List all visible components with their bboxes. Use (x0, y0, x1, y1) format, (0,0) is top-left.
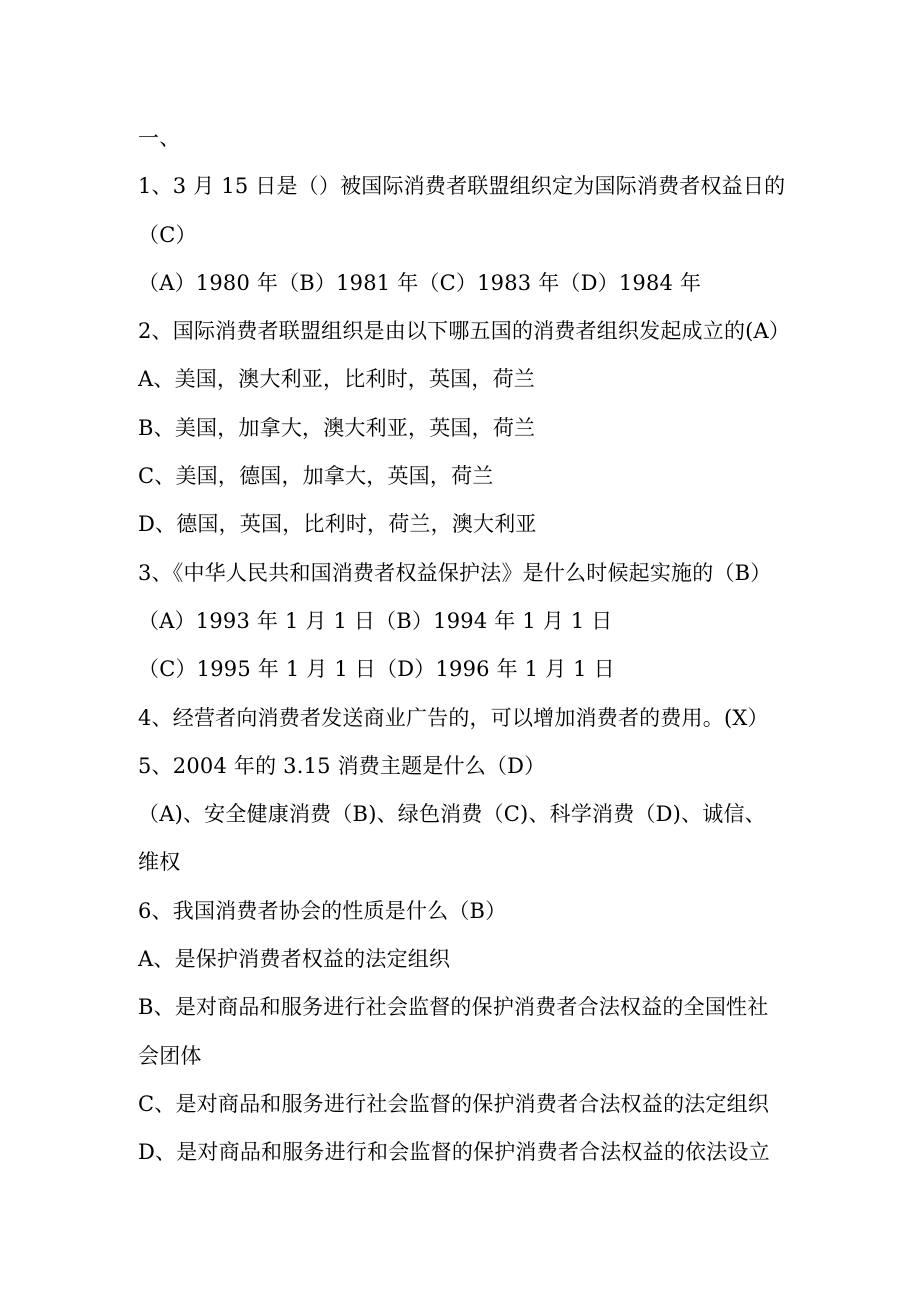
question-1-options: （A）1980 年（B）1981 年（C）1983 年（D）1984 年 (138, 270, 702, 295)
question-6-option-c: C、是对商品和服务进行社会监督的保护消费者合法权益的法定组织 (138, 1091, 770, 1116)
question-2-option-c: C、美国，德国，加拿大，英国，荷兰 (138, 464, 494, 489)
question-6-option-b-continued: 会团体 (138, 1043, 202, 1068)
question-1-answer: （C） (138, 222, 197, 247)
question-5-options-continued: 维权 (138, 850, 181, 875)
question-5-options: （A)、安全健康消费（B)、绿色消费（C)、科学消费（D)、诚信、 (138, 802, 766, 827)
document-body (138, 114, 791, 1177)
question-3-text: 3、《中华人民共和国消费者权益保护法》是什么时候起实施的（B） (138, 560, 772, 585)
question-3-options-ab: （A）1993 年 1 月 1 日（B）1994 年 1 月 1 日 (138, 608, 613, 633)
question-4-text: 4、经营者向消费者发送商业广告的，可以增加消费者的费用。(X） (138, 705, 769, 730)
question-2-option-a: A、美国，澳大利亚，比利时，英国，荷兰 (138, 367, 535, 392)
question-2-option-b: B、美国，加拿大，澳大利亚，英国，荷兰 (138, 415, 536, 440)
question-2-option-d: D、德国，英国，比利时，荷兰，澳大利亚 (138, 512, 537, 537)
section-heading: 一、 (138, 126, 181, 150)
question-2-text: 2、国际消费者联盟组织是由以下哪五国的消费者组织发起成立的(A） (138, 319, 791, 344)
question-6-option-d: D、是对商品和服务进行和会监督的保护消费者合法权益的依法设立 (138, 1140, 770, 1165)
question-6-option-b: B、是对商品和服务进行社会监督的保护消费者合法权益的全国性社 (138, 995, 769, 1020)
question-6-text: 6、我国消费者协会的性质是什么（B） (138, 898, 507, 923)
question-1-text: 1、3 月 15 日是（）被国际消费者联盟组织定为国际消费者权益日的 (138, 174, 786, 199)
question-3-options-cd: （C）1995 年 1 月 1 日（D）1996 年 1 月 1 日 (138, 657, 615, 682)
question-6-option-a: A、是保护消费者权益的法定组织 (138, 947, 451, 972)
question-5-text: 5、2004 年的 3.15 消费主题是什么（D） (138, 753, 546, 778)
